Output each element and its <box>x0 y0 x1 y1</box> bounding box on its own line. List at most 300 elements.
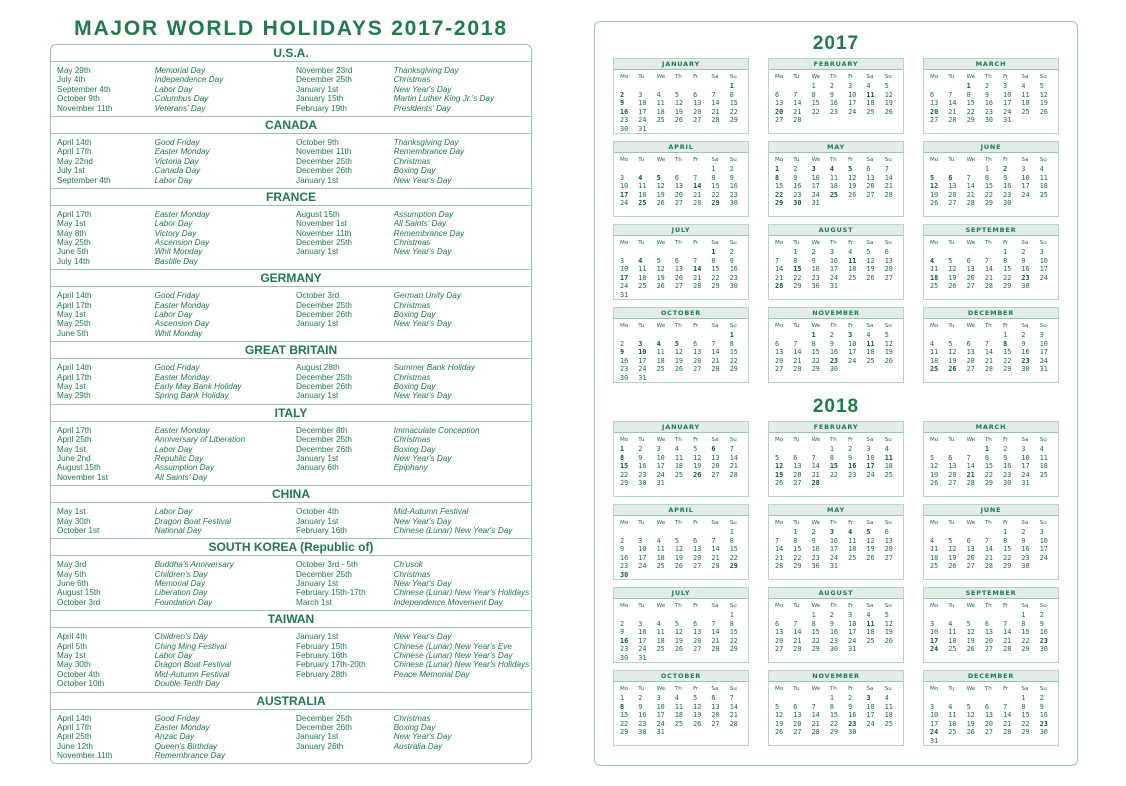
month-calendar <box>768 307 904 383</box>
day-cell: 16 <box>1021 265 1030 274</box>
day-cell: 5 <box>1039 82 1044 90</box>
day-cell: 25 <box>829 190 839 199</box>
day-cell: 4 <box>656 339 661 348</box>
week-row <box>614 374 748 383</box>
day-cell: 17 <box>848 628 857 637</box>
day-cell: 23 <box>848 470 857 479</box>
holiday-name: Labor Day <box>154 310 193 320</box>
day-cell: 6 <box>775 339 780 348</box>
day-cell: 17 <box>1021 182 1030 191</box>
day-cell: 23 <box>1039 719 1048 728</box>
empty-day-cell <box>1003 611 1021 620</box>
week-row <box>769 445 903 454</box>
day-cell: 24 <box>656 470 665 479</box>
week-row <box>924 257 1058 266</box>
day-cell: 2 <box>793 165 798 173</box>
day-cell: 26 <box>884 636 893 645</box>
day-cell: 3 <box>1039 331 1044 339</box>
holiday-name: Martin Luther King Jr.'s Day <box>393 94 495 104</box>
day-cell: 21 <box>693 273 702 282</box>
empty-day-cell <box>711 125 729 134</box>
empty-day-cell <box>1040 479 1058 488</box>
weekday-row <box>769 436 903 445</box>
day-cell: 30 <box>811 282 820 291</box>
weekday-label: Tu <box>948 157 955 163</box>
day-cell: 12 <box>1039 90 1048 99</box>
week-row <box>769 257 903 266</box>
week-row <box>614 99 748 108</box>
day-cell: 27 <box>884 273 893 282</box>
weekday-label: Th <box>674 686 682 692</box>
holiday-date: January 1st <box>296 84 339 94</box>
day-cell: 12 <box>693 702 702 711</box>
day-cell: 28 <box>775 282 784 291</box>
day-cell: 9 <box>1003 173 1008 182</box>
day-cell: 6 <box>866 165 871 173</box>
day-cell: 20 <box>984 636 994 645</box>
weekday-label: Fr <box>693 240 699 246</box>
week-row <box>924 108 1058 117</box>
day-cell: 15 <box>1021 628 1030 637</box>
holiday-name: Epiphany <box>393 463 428 473</box>
day-cell: 15 <box>793 265 802 274</box>
day-cell: 16 <box>1003 462 1012 471</box>
empty-day-cell <box>885 116 903 125</box>
day-cell: 23 <box>829 107 839 116</box>
weekday-row <box>769 239 903 248</box>
day-cell: 22 <box>829 719 839 728</box>
day-cell: 6 <box>693 619 698 628</box>
weekday-label: We <box>966 74 976 80</box>
holiday-date: December 25th <box>296 713 352 723</box>
day-cell: 25 <box>948 645 957 654</box>
month-name: APRIL <box>614 505 748 516</box>
day-cell: 3 <box>638 90 643 99</box>
day-cell: 13 <box>711 702 720 711</box>
day-cell: 9 <box>729 173 734 182</box>
day-cell: 29 <box>729 645 738 654</box>
holiday-date: October 3rd - 5th <box>296 560 358 570</box>
day-cell: 14 <box>793 99 802 108</box>
day-cell: 8 <box>984 453 989 462</box>
day-cell: 28 <box>793 645 802 654</box>
week-row <box>769 711 903 720</box>
day-cell: 16 <box>848 462 857 471</box>
day-cell: 28 <box>966 199 975 208</box>
day-cell: 14 <box>711 545 720 554</box>
day-cell: 1 <box>811 331 816 339</box>
day-cell: 13 <box>984 628 994 637</box>
weekday-label: Fr <box>1003 240 1009 246</box>
month-name: MAY <box>769 142 903 153</box>
empty-day-cell <box>693 528 711 537</box>
day-cell: 7 <box>729 694 734 702</box>
day-cell: 15 <box>729 348 738 357</box>
day-cell: 5 <box>693 445 698 453</box>
weekday-label: Su <box>729 240 737 246</box>
day-cell: 3 <box>1021 165 1026 173</box>
day-cell: 11 <box>930 545 939 554</box>
holiday-row <box>51 714 531 723</box>
empty-day-cell <box>775 611 793 620</box>
weekday-label: Th <box>674 520 682 526</box>
holiday-name: Christmas <box>393 156 431 166</box>
day-cell: 8 <box>793 256 798 265</box>
day-cell: 22 <box>620 719 629 728</box>
week-row <box>924 737 1058 746</box>
holiday-name: Easter Monday <box>154 147 210 157</box>
day-cell: 28 <box>711 116 720 125</box>
holiday-name: Thanksgiving Day <box>393 66 459 75</box>
day-cell: 2 <box>620 536 625 545</box>
day-cell: 6 <box>711 445 716 453</box>
empty-day-cell <box>638 331 656 340</box>
empty-day-cell <box>657 291 675 300</box>
month-name: MARCH <box>924 422 1058 433</box>
weekday-label: We <box>656 157 666 163</box>
day-cell: 6 <box>793 453 798 462</box>
holiday-name: New Year's Day <box>393 175 452 185</box>
weekday-label: Mo <box>775 686 784 692</box>
day-cell: 26 <box>674 116 684 125</box>
holiday-date: April 17th <box>57 722 92 732</box>
holiday-name: New Year's Day <box>393 247 452 257</box>
day-cell: 7 <box>948 90 953 99</box>
holiday-date: December 8th <box>296 425 348 435</box>
day-cell: 5 <box>930 173 935 182</box>
day-cell: 16 <box>811 545 820 554</box>
day-cell: 10 <box>656 702 665 711</box>
day-cell: 5 <box>674 339 679 348</box>
empty-day-cell <box>967 737 985 746</box>
week-row <box>924 562 1058 571</box>
day-cell: 9 <box>638 702 643 711</box>
day-cell: 20 <box>966 356 975 365</box>
day-cell: 4 <box>656 619 661 628</box>
day-cell: 22 <box>829 470 839 479</box>
empty-day-cell <box>711 331 729 340</box>
weekday-label: Sa <box>1021 437 1029 443</box>
day-cell: 26 <box>866 273 875 282</box>
weekday-label: We <box>811 157 821 163</box>
day-cell: 14 <box>711 628 720 637</box>
week-row <box>924 620 1058 629</box>
month-name: SEPTEMBER <box>924 588 1058 599</box>
holiday-name: Ch'usok <box>393 560 423 570</box>
weekday-label: Sa <box>866 157 874 163</box>
day-cell: 17 <box>1021 462 1030 471</box>
day-cell: 30 <box>848 728 857 737</box>
day-cell: 13 <box>866 173 875 182</box>
day-cell: 1 <box>729 611 734 619</box>
day-cell: 4 <box>948 702 953 711</box>
holiday-date: June 5th <box>57 328 89 338</box>
day-cell: 7 <box>693 256 698 265</box>
holiday-name: Republic Day <box>154 453 204 463</box>
day-cell: 16 <box>729 182 738 191</box>
day-cell: 4 <box>1039 165 1044 173</box>
day-cell: 3 <box>866 694 871 702</box>
weekday-label: Mo <box>775 520 784 526</box>
country-heading: AUSTRALIA <box>51 692 531 710</box>
weekday-label: Mo <box>620 74 629 80</box>
empty-day-cell <box>948 611 966 620</box>
day-cell: 27 <box>884 553 893 562</box>
day-cell: 17 <box>656 711 665 720</box>
day-cell: 7 <box>711 339 716 348</box>
day-cell: 17 <box>829 545 839 554</box>
holiday-date: December 26th <box>296 722 352 732</box>
day-cell: 16 <box>829 99 839 108</box>
empty-day-cell <box>1040 282 1058 291</box>
day-cell: 10 <box>620 182 629 191</box>
day-cell: 30 <box>620 653 629 662</box>
holiday-name: Boxing Day <box>393 444 436 454</box>
holiday-row <box>51 598 531 607</box>
week-row <box>924 462 1058 471</box>
day-cell: 10 <box>638 99 647 108</box>
day-cell: 7 <box>984 536 989 545</box>
holiday-name: New Year's Day <box>393 319 452 329</box>
empty-day-cell <box>620 528 638 537</box>
country-holidays <box>51 628 531 691</box>
holiday-row <box>51 473 531 482</box>
weekday-label: Su <box>1039 74 1047 80</box>
holiday-date: June 2nd <box>57 453 91 463</box>
holiday-row <box>51 670 531 679</box>
country-heading: CANADA <box>51 116 531 134</box>
day-cell: 18 <box>930 273 939 282</box>
day-cell: 9 <box>620 99 625 108</box>
empty-day-cell <box>1021 737 1039 746</box>
day-cell: 12 <box>674 348 684 357</box>
day-cell: 2 <box>1039 611 1044 619</box>
empty-day-cell <box>711 654 729 663</box>
weekday-label: Tu <box>793 437 800 443</box>
holiday-date <box>290 751 394 760</box>
weekday-label: Mo <box>930 74 939 80</box>
day-cell: 4 <box>1021 82 1026 90</box>
day-cell: 15 <box>775 182 784 191</box>
country-heading: ITALY <box>51 404 531 422</box>
day-cell: 7 <box>711 536 716 545</box>
day-cell: 24 <box>866 719 875 728</box>
day-cell: 29 <box>1003 562 1012 571</box>
empty-day-cell <box>812 445 830 454</box>
country-holidays <box>51 503 531 538</box>
empty-day-cell <box>730 291 748 300</box>
weekday-label: Th <box>829 437 837 443</box>
day-cell: 1 <box>829 694 834 702</box>
day-cell: 14 <box>729 702 738 711</box>
weekday-label: Tu <box>638 437 645 443</box>
day-cell: 30 <box>638 479 647 488</box>
day-cell: 26 <box>693 719 702 728</box>
holiday-name: Buddha's Anniversary <box>154 560 234 570</box>
day-cell: 2 <box>729 248 734 256</box>
day-cell: 5 <box>656 173 661 182</box>
day-cell: 22 <box>1003 273 1012 282</box>
country-heading: U.S.A. <box>51 45 531 62</box>
day-cell: 17 <box>620 273 629 282</box>
week-row <box>924 348 1058 357</box>
empty-day-cell <box>657 165 675 174</box>
day-cell: 10 <box>866 453 875 462</box>
day-cell: 21 <box>966 470 975 479</box>
day-cell: 1 <box>811 611 816 619</box>
day-cell: 22 <box>984 190 994 199</box>
day-cell: 18 <box>884 711 893 720</box>
empty-day-cell <box>866 116 884 125</box>
day-cell: 8 <box>811 619 816 628</box>
day-cell: 12 <box>693 453 702 462</box>
day-cell: 14 <box>966 462 975 471</box>
day-cell: 26 <box>656 199 665 208</box>
empty-day-cell <box>675 728 693 737</box>
holiday-name: Labor Day <box>154 444 193 454</box>
day-cell: 18 <box>638 190 647 199</box>
holiday-date: June 6th <box>57 579 89 589</box>
holiday-row <box>51 426 531 435</box>
day-cell: 29 <box>620 728 629 737</box>
holiday-date: October 3rd <box>57 597 101 607</box>
day-cell: 13 <box>984 711 994 720</box>
day-cell: 10 <box>638 348 647 357</box>
day-cell: 10 <box>930 628 939 637</box>
day-cell: 23 <box>811 553 820 562</box>
day-cell: 24 <box>848 107 857 116</box>
weekday-label: Sa <box>866 323 874 329</box>
day-cell: 15 <box>1021 711 1030 720</box>
holiday-date: December 25th <box>296 238 352 248</box>
day-cell: 26 <box>674 562 684 571</box>
holiday-date: August 15th <box>296 209 340 219</box>
day-cell: 3 <box>848 331 853 339</box>
day-cell: 14 <box>711 99 720 108</box>
day-cell: 5 <box>656 256 661 265</box>
day-cell: 11 <box>884 702 893 711</box>
day-cell: 17 <box>1039 265 1048 274</box>
day-cell: 25 <box>656 116 665 125</box>
empty-day-cell <box>930 528 948 537</box>
day-cell: 11 <box>848 256 857 265</box>
holiday-name: Australia Day <box>393 741 443 751</box>
day-cell: 12 <box>848 173 857 182</box>
weekday-label: Fr <box>1003 603 1009 609</box>
year-title: 2017 <box>812 33 860 54</box>
holiday-name: Easter Monday <box>154 722 210 732</box>
holiday-date: October 9th <box>57 94 100 104</box>
weekday-label: Mo <box>620 157 629 163</box>
day-cell: 2 <box>848 445 853 453</box>
week-row <box>614 365 748 374</box>
empty-day-cell <box>812 116 830 125</box>
day-cell: 9 <box>1021 536 1026 545</box>
day-cell: 24 <box>656 719 665 728</box>
weekday-label: Su <box>729 74 737 80</box>
empty-day-cell <box>775 331 793 340</box>
empty-day-cell <box>693 374 711 383</box>
day-cell: 26 <box>775 728 784 737</box>
empty-day-cell <box>948 82 966 91</box>
day-cell: 22 <box>984 470 994 479</box>
holiday-name: Chinese (Lunar) New Year's Day <box>393 651 513 661</box>
holiday-date: August 28th <box>296 363 340 373</box>
month-calendar <box>613 307 749 383</box>
weekday-label: Sa <box>1021 520 1029 526</box>
holiday-name: Presidents' Day <box>393 103 451 113</box>
day-cell: 7 <box>811 702 816 711</box>
day-cell: 10 <box>638 628 647 637</box>
weekday-label: Th <box>984 157 992 163</box>
empty-day-cell <box>638 248 656 257</box>
holiday-name: Boxing Day <box>393 310 436 320</box>
holiday-row <box>51 157 531 166</box>
empty-day-cell <box>1021 116 1039 125</box>
weekday-label: Tu <box>638 323 645 329</box>
day-cell: 26 <box>656 282 665 291</box>
day-cell: 10 <box>1039 536 1048 545</box>
empty-day-cell <box>967 248 985 257</box>
day-cell: 15 <box>811 628 820 637</box>
holiday-date: April 17th <box>57 209 92 219</box>
day-cell: 17 <box>848 348 857 357</box>
day-cell: 21 <box>693 190 702 199</box>
day-cell: 9 <box>1039 702 1044 711</box>
week-row <box>769 182 903 191</box>
day-cell: 12 <box>948 265 957 274</box>
empty-day-cell <box>967 331 985 340</box>
day-cell: 23 <box>829 636 839 645</box>
empty-day-cell <box>675 125 693 134</box>
day-cell: 10 <box>829 256 839 265</box>
day-cell: 3 <box>638 536 643 545</box>
day-cell: 6 <box>966 339 971 348</box>
empty-day-cell <box>693 291 711 300</box>
day-cell: 18 <box>948 636 957 645</box>
day-cell: 4 <box>656 90 661 99</box>
day-cell: 15 <box>811 348 820 357</box>
empty-day-cell <box>657 331 675 340</box>
day-cell: 13 <box>948 182 957 191</box>
day-cell: 6 <box>966 256 971 265</box>
weekday-label: Su <box>729 323 737 329</box>
day-cell: 22 <box>811 636 820 645</box>
day-cell: 24 <box>1021 190 1030 199</box>
day-cell: 16 <box>1003 182 1012 191</box>
weekday-label: Fr <box>848 520 854 526</box>
day-cell: 21 <box>811 719 820 728</box>
holiday-row <box>51 526 531 535</box>
day-cell: 15 <box>729 545 738 554</box>
weekday-row <box>924 436 1058 445</box>
holiday-name: Christmas <box>393 435 431 445</box>
week-row <box>614 291 748 300</box>
day-cell: 28 <box>1003 728 1012 737</box>
day-cell: 14 <box>793 628 802 637</box>
weekday-label: We <box>966 437 976 443</box>
holiday-date: January 1st <box>296 516 339 526</box>
holiday-name: Remembrance Day <box>393 228 465 238</box>
week-row <box>769 340 903 349</box>
day-cell: 9 <box>984 90 989 99</box>
day-cell: 2 <box>729 165 734 173</box>
day-cell: 31 <box>638 653 647 662</box>
day-cell: 17 <box>638 356 647 365</box>
weekday-label: Tu <box>793 74 800 80</box>
empty-day-cell <box>675 82 693 91</box>
weekday-label: Sa <box>1021 686 1029 692</box>
